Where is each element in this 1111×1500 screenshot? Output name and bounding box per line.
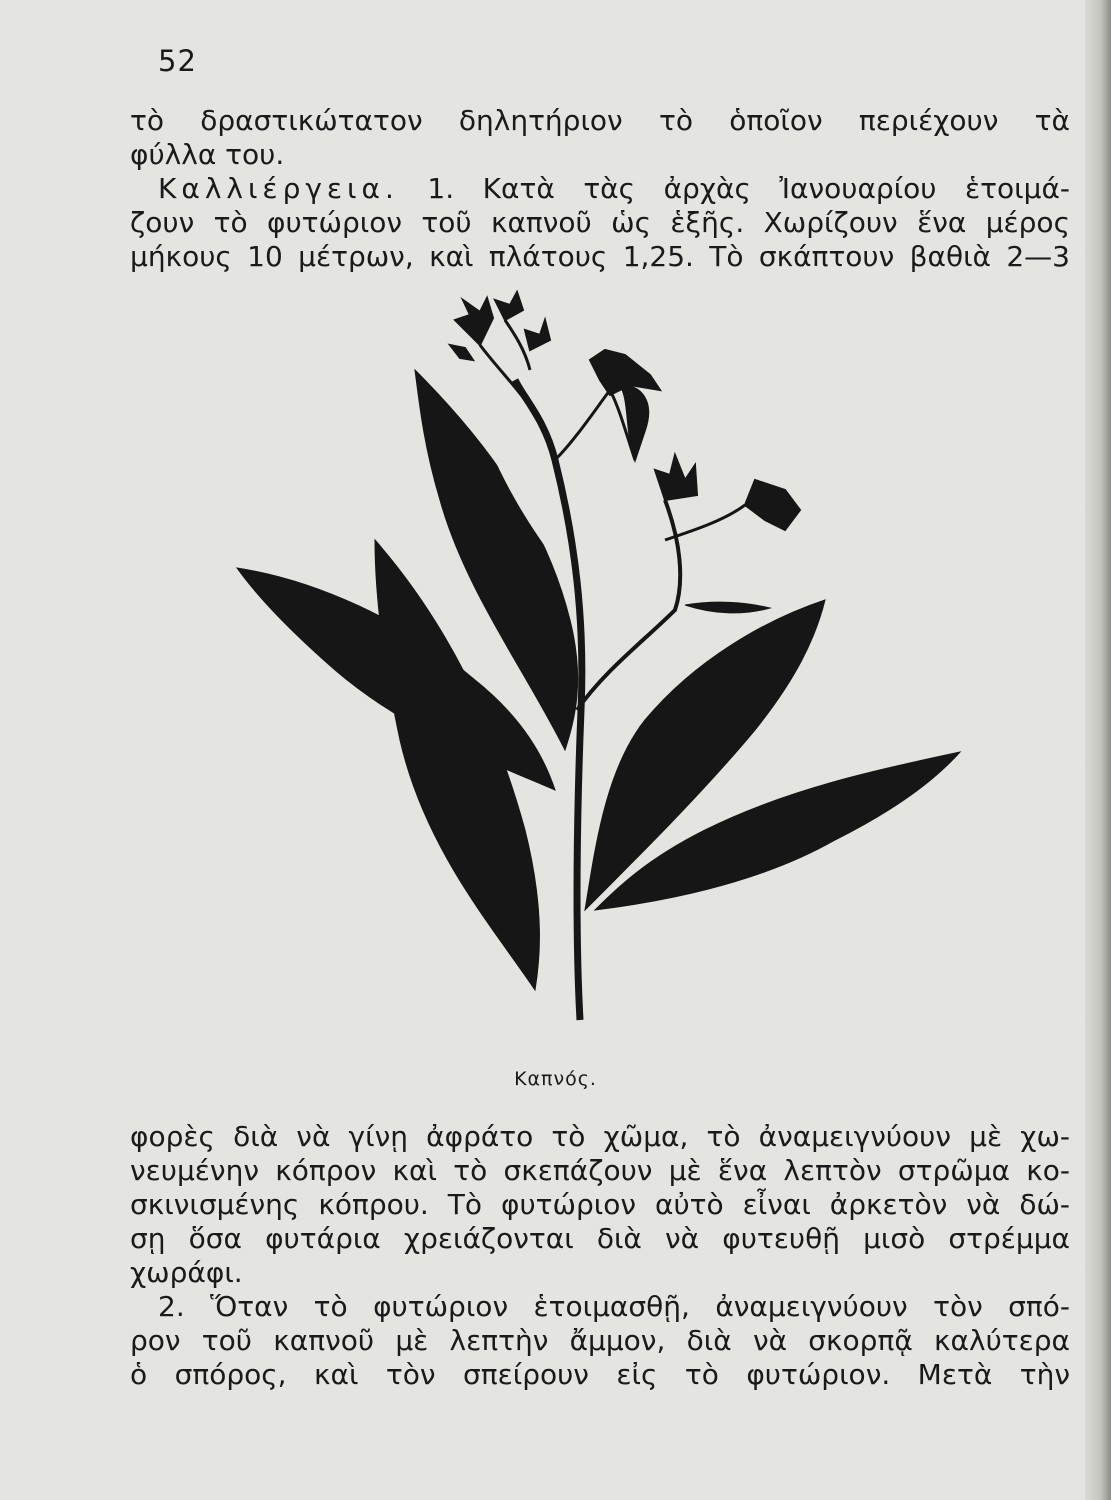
section-line (130, 172, 1070, 206)
text-line: σῃ ὅσα φυτάρια χρειάζονται διὰ νὰ φυτευθῇ μισὸ στρέμμα (130, 1222, 1070, 1255)
top-paragraphs (130, 104, 1070, 274)
figure-caption: Καπνός. (514, 1068, 597, 1090)
text-line: 1. Κατὰ τὰς ἀρχὰς Ἰανουαρίου ἑτοιμά- (427, 172, 1071, 205)
page-number: 52 (158, 44, 197, 78)
text-line: μήκους 10 μέτρων, καὶ πλάτους 1,25. Τὸ σκάπτουν βαθιὰ 2—3 (130, 240, 1070, 273)
text-line: φορὲς διὰ νὰ γίνῃ ἀφράτο τὸ χῶμα, τὸ ἀναμειγνύουν μὲ χω- (130, 1120, 1070, 1153)
bottom-paragraphs (130, 1120, 1070, 1392)
text-line: φύλλα του. (130, 138, 285, 171)
text-line: 2. Ὅταν τὸ φυτώριον ἑτοιμασθῇ, ἀναμειγνύουν τὸν σπό- (158, 1290, 1070, 1323)
section-heading: Καλλιέργεια. (158, 172, 399, 205)
text-line: νευμένην κόπρον καὶ τὸ σκεπάζουν μὲ ἕνα λεπτὸν στρῶμα κο- (130, 1154, 1070, 1187)
page-edge-shadow (1085, 0, 1111, 1500)
text-line: ζουν τὸ φυτώριον τοῦ καπνοῦ ὡς ἑξῆς. Χωρίζουν ἕνα μέρος (130, 206, 1070, 239)
text-line: ὁ σπόρος, καὶ τὸν σπείρουν εἰς τὸ φυτώριον. Μετὰ τὴν (130, 1358, 1070, 1391)
text-line: τὸ δραστικώτατον δηλητήριον τὸ ὁποῖον περιέχουν τὰ (130, 104, 1070, 137)
text-line: ρον τοῦ καπνοῦ μὲ λεπτὴν ἄμμον, διὰ νὰ σκορπᾷ καλύτερα (130, 1324, 1070, 1357)
tobacco-plant-illustration (225, 290, 975, 1050)
text-line: χωράφι. (130, 1256, 243, 1289)
text-line: σκινισμένης κόπρου. Τὸ φυτώριον αὐτὸ εἶναι ἀρκετὸν νὰ δώ- (130, 1188, 1070, 1221)
